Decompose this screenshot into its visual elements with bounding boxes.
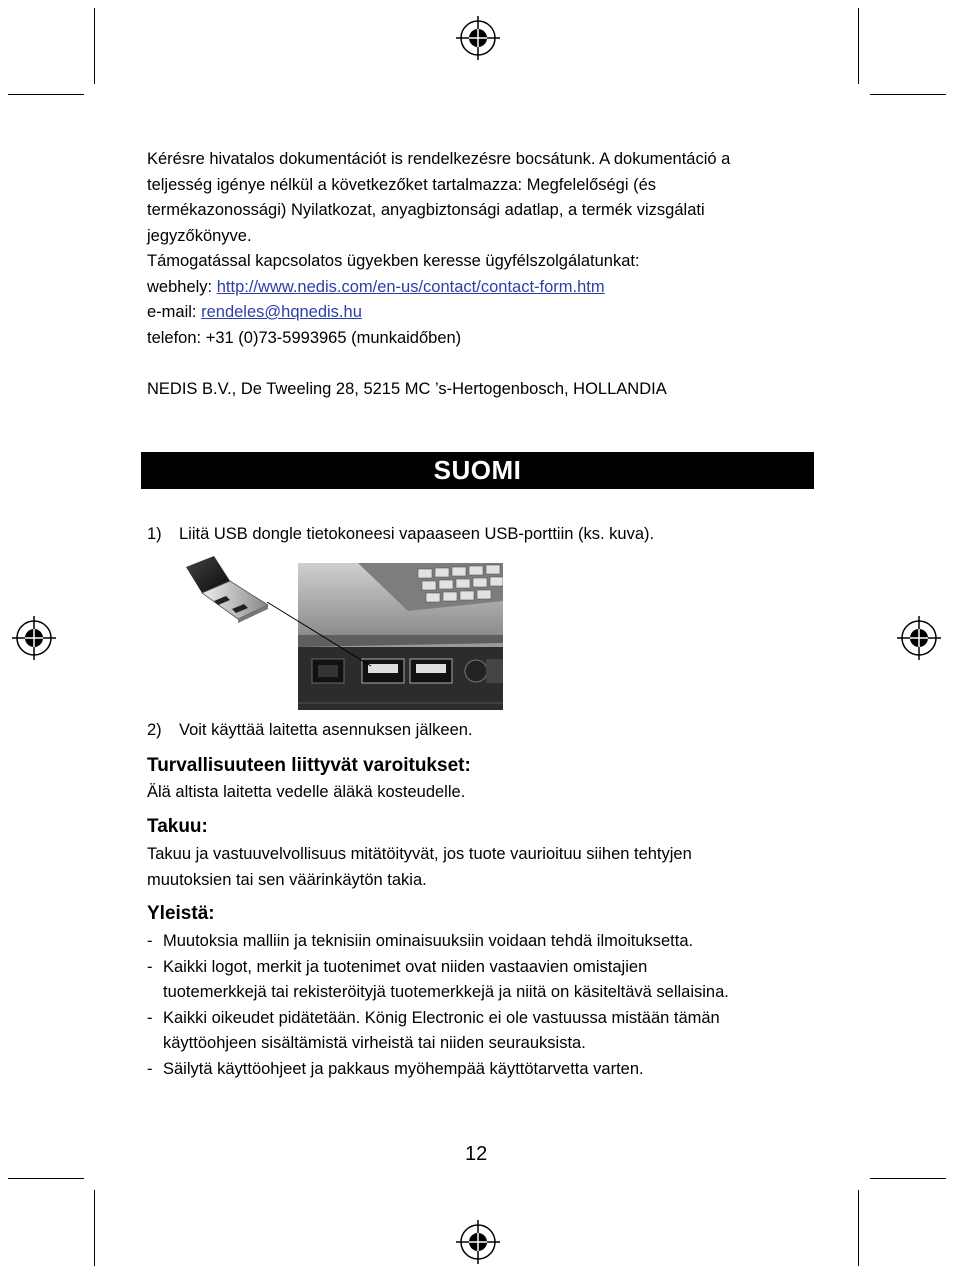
list-item: - Muutoksia malliin ja teknisiin ominaisuuksiin voidaan tehdä ilmoituksetta. bbox=[147, 929, 729, 955]
pointer-line bbox=[265, 600, 375, 670]
safety-heading: Turvallisuuteen liittyvät varoitukset: bbox=[147, 755, 471, 776]
paragraph-line: Kérésre hivatalos dokumentációt is rendelkezésre bocsátunk. A dokumentáció a bbox=[147, 150, 731, 168]
registration-mark-icon bbox=[12, 616, 56, 660]
registration-mark-icon bbox=[456, 16, 500, 60]
paragraph-line: jegyzőkönyve. bbox=[147, 226, 252, 245]
step-number: 2) bbox=[147, 721, 162, 739]
list-item-continuation: tuotemerkkejä tai rekisteröityjä tuotemerkkejä ja niitä on käsiteltävä sellaisina. bbox=[163, 983, 729, 1001]
bullet: - bbox=[147, 932, 153, 950]
crop-mark bbox=[8, 1178, 84, 1179]
website-line bbox=[147, 275, 730, 301]
crop-mark bbox=[94, 1190, 95, 1266]
registration-mark-icon bbox=[897, 616, 941, 660]
crop-mark bbox=[94, 8, 95, 84]
warranty-heading: Takuu: bbox=[147, 816, 208, 837]
email-label: e-mail: bbox=[147, 303, 202, 321]
step-item bbox=[147, 522, 654, 548]
paragraph-line: teljesség igénye nélkül a következőket tartalmazza: Megfelelőségi (és bbox=[147, 175, 657, 194]
list-item: - Kaikki logot, merkit ja tuotenimet ovat niiden vastaavien omistajien bbox=[147, 955, 729, 981]
paragraph-line: termékazonossági) Nyilatkozat, anyagbiztonsági adatlap, a termék vizsgálati bbox=[147, 201, 705, 219]
crop-mark bbox=[870, 94, 946, 95]
registration-mark-icon bbox=[456, 1220, 500, 1264]
website-label: webhely: bbox=[147, 277, 217, 296]
email-link[interactable]: rendeles@hqnedis.hu bbox=[201, 303, 362, 321]
list-item-continuation: käyttöohjeen sisältämistä virheistä tai niiden seurauksista. bbox=[163, 1034, 586, 1052]
list-item: - Kaikki oikeudet pidätetään. König Electronic ei ole vastuussa mistään tämän bbox=[147, 1006, 729, 1032]
crop-mark bbox=[858, 8, 859, 84]
email-line bbox=[147, 300, 730, 326]
crop-mark bbox=[8, 94, 84, 95]
website-link[interactable]: http://www.nedis.com/en-us/contact/contact-form.htm bbox=[216, 277, 605, 296]
hungarian-contact-block bbox=[147, 147, 730, 402]
step-item bbox=[147, 718, 473, 744]
list-item: - Säilytä käyttöohjeet ja pakkaus myöhempää käyttötarvetta varten. bbox=[147, 1057, 729, 1083]
crop-mark bbox=[858, 1190, 859, 1266]
page-number: 12 bbox=[465, 1143, 488, 1165]
step-number: 1) bbox=[147, 525, 162, 543]
phone-line: telefon: +31 (0)73-5993965 (munkaidőben) bbox=[147, 328, 462, 347]
paragraph-line: Támogatással kapcsolatos ügyekben keresse ügyfélszolgálatunkat: bbox=[147, 252, 640, 270]
warranty-text bbox=[147, 842, 692, 893]
address-line: NEDIS B.V., De Tweeling 28, 5215 MC ’s-Hertogenbosch, HOLLANDIA bbox=[147, 379, 667, 398]
section-title-banner: SUOMI bbox=[141, 452, 814, 489]
bullet: - bbox=[147, 957, 153, 976]
warranty-line: muutoksien tai sen väärinkäytön takia. bbox=[147, 870, 427, 889]
warranty-line: Takuu ja vastuuvelvollisuus mitätöityvät, jos tuote vaurioituu siihen tehtyjen bbox=[147, 845, 692, 863]
step-text: Liitä USB dongle tietokoneesi vapaaseen USB-porttiin (ks. kuva). bbox=[179, 525, 655, 543]
bullet: - bbox=[147, 1059, 153, 1078]
bullet: - bbox=[147, 1008, 153, 1027]
step-text: Voit käyttää laitetta asennuksen jälkeen. bbox=[179, 721, 473, 739]
general-list bbox=[147, 929, 729, 1082]
general-heading: Yleistä: bbox=[147, 903, 215, 924]
crop-mark bbox=[870, 1178, 946, 1179]
safety-text: Älä altista laitetta vedelle äläkä kosteudelle. bbox=[147, 783, 466, 801]
